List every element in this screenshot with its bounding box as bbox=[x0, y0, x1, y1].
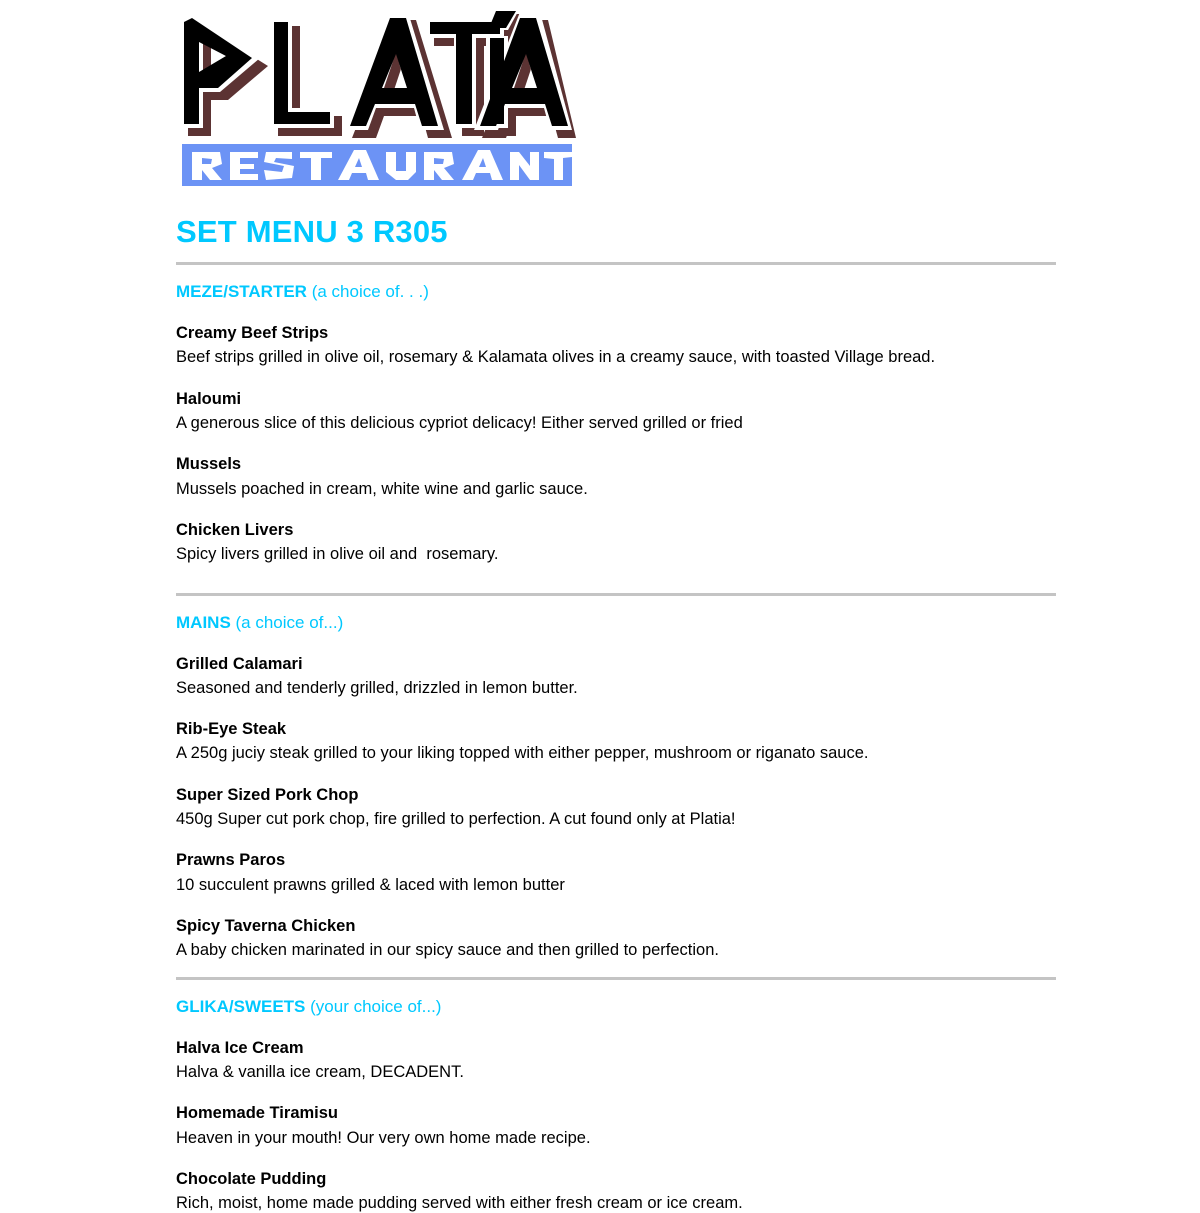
menu-item-description: Halva & vanilla ice cream, DECADENT. bbox=[176, 1062, 464, 1081]
menu-item-name: Spicy Taverna Chicken bbox=[176, 917, 356, 935]
section-heading-main: GLIKA/SWEETS bbox=[176, 996, 306, 1016]
menu-item-description: 450g Super cut pork chop, fire grilled to perfection. A cut found only at Platia! bbox=[176, 810, 736, 829]
section-heading-sub: (a choice of. . .) bbox=[311, 282, 429, 301]
menu-item-description: A generous slice of this delicious cypriot delicacy! Either served grilled or fried bbox=[176, 413, 743, 432]
menu-item-name: Haloumi bbox=[176, 389, 242, 408]
page-title: SET MENU 3 R305 bbox=[176, 214, 448, 249]
menu-item-description: Mussels poached in cream, white wine and garlic sauce. bbox=[176, 479, 588, 498]
menu-item-name: Homemade Tiramisu bbox=[176, 1104, 339, 1123]
menu-section-starters bbox=[176, 282, 1056, 564]
menu-item-description: A 250g juciy steak grilled to your liking topped with either pepper, mushroom or riganato sauce. bbox=[176, 744, 869, 763]
menu-item-name: Mussels bbox=[176, 455, 242, 474]
menu-item bbox=[176, 721, 1056, 763]
menu-item bbox=[176, 522, 1056, 564]
menu-item-name: Chicken Livers bbox=[176, 520, 294, 539]
section-header-starters bbox=[176, 282, 1056, 302]
section-heading-sub: (your choice of...) bbox=[310, 996, 442, 1016]
menu-item-description: 10 succulent prawns grilled & laced with lemon butter bbox=[176, 875, 565, 894]
menu-item-description: Heaven in your mouth! Our very own home made recipe. bbox=[176, 1128, 591, 1147]
menu-section-desserts bbox=[176, 997, 1056, 1213]
menu-item-description: A baby chicken marinated in our spicy sauce and then grilled to perfection. bbox=[176, 941, 719, 960]
restaurant-logo bbox=[176, 8, 576, 190]
menu-item-description: Seasoned and tenderly grilled, drizzled in lemon butter. bbox=[176, 678, 578, 697]
menu-item bbox=[176, 1040, 1056, 1082]
menu-item-description: Rich, moist, home made pudding served with either fresh cream or ice cream. bbox=[176, 1194, 743, 1213]
section-heading-sub: (a choice of...) bbox=[235, 612, 344, 632]
menu-item bbox=[176, 325, 1056, 367]
menu-item-name: Super Sized Pork Chop bbox=[176, 785, 359, 804]
menu-item-name: Rib-Eye Steak bbox=[176, 720, 287, 739]
menu-item bbox=[176, 1105, 1056, 1147]
menu-content bbox=[176, 262, 1056, 1213]
menu-item-description: Spicy livers grilled in olive oil and rosemary. bbox=[176, 545, 499, 564]
section-header-mains bbox=[176, 613, 1056, 633]
menu-item bbox=[176, 918, 1056, 960]
menu-item-description: Beef strips grilled in olive oil, rosemary & Kalamata olives in a creamy sauce, with toasted Village bread. bbox=[176, 348, 936, 367]
section-header-desserts bbox=[176, 997, 1056, 1017]
section-heading-main: MEZE/STARTER bbox=[176, 282, 307, 301]
platia-wordmark bbox=[176, 8, 576, 144]
menu-item-name: Halva Ice Cream bbox=[176, 1038, 304, 1057]
menu-item bbox=[176, 787, 1056, 829]
menu-item-name: Creamy Beef Strips bbox=[176, 324, 329, 342]
menu-item-name: Chocolate Pudding bbox=[176, 1169, 327, 1188]
menu-section-mains bbox=[176, 613, 1056, 960]
menu-item bbox=[176, 456, 1056, 498]
menu-item-name: Prawns Paros bbox=[176, 851, 286, 870]
menu-item bbox=[176, 852, 1056, 894]
menu-item bbox=[176, 656, 1056, 698]
menu-item bbox=[176, 391, 1056, 433]
restaurant-banner bbox=[182, 144, 572, 186]
section-heading-main: MAINS bbox=[176, 612, 231, 632]
menu-item bbox=[176, 1171, 1056, 1213]
menu-item-name: Grilled Calamari bbox=[176, 654, 303, 673]
